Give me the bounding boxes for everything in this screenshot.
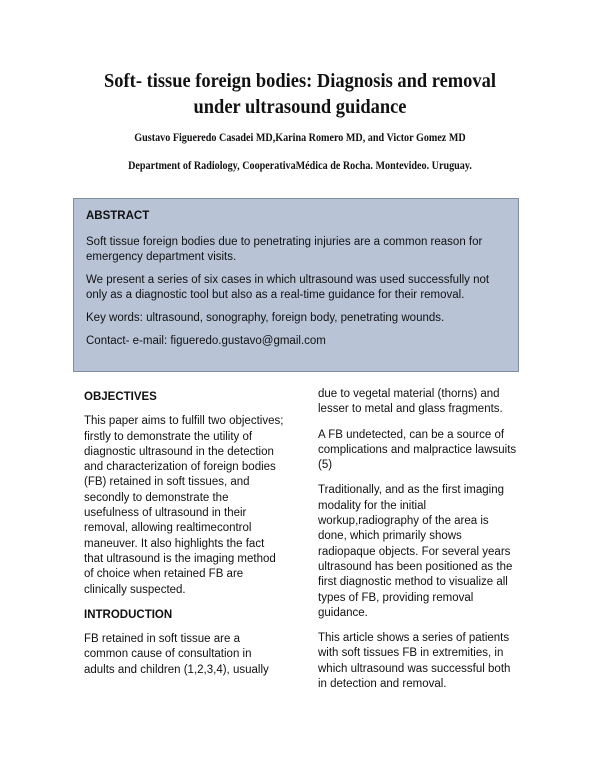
introduction-paragraph: FB retained in soft tissue are a common cause of consultation in adults and children (1,2,3,4), usually [84, 633, 269, 676]
introduction-heading: INTRODUCTION [84, 608, 173, 621]
body-paragraph: A FB undetected, can be a source of complications and malpractice lawsuits (5) [318, 428, 517, 472]
paper-title: Soft- tissue foreign bodies: Diagnosis and removal under ultrasound guidance [104, 70, 496, 118]
objectives-paragraph: This paper aims to fulfill two objectives; firstly to demonstrate the utility of diagnostic ultrasound in the detection and characterization of foreign bodies (FB) retained in soft tissues, and secondly to demonstrate the usefulness of ultrasound in their removal, allowing realtimecontrol maneuver. It also highlights the fact that ultrasound is the imaging method of choice when retained FB are clinically suspected. [84, 415, 284, 596]
abstract-paragraph: Soft tissue foreign bodies due to penetrating injuries are a common reason for emergency department visits. [86, 236, 483, 263]
right-column [318, 387, 518, 702]
author-list: Gustavo Figueredo Casadei MD,Karina Romero MD, and Victor Gomez MD [134, 132, 466, 144]
objectives-heading: OBJECTIVES [84, 391, 157, 403]
abstract-paragraph: We present a series of six cases in which ultrasound was used successfully not only as a diagnostic tool but also as a real-time guidance for their removal. [86, 274, 490, 301]
body-paragraph: Traditionally, and as the first imaging modality for the initial workup,radiography of the area is done, which primarily shows radiopaque objects. For several years ultrasound has been positioned as the first diagnostic method to visualize all types of FB, providing removal guidance. [318, 484, 513, 619]
keywords: Key words: ultrasound, sonography, foreign body, penetrating wounds. [86, 312, 445, 324]
abstract-heading: ABSTRACT [86, 210, 150, 222]
contact-email: Contact- e-mail: figueredo.gustavo@gmail.com [86, 335, 326, 347]
abstract-box [73, 198, 519, 372]
left-column [84, 390, 284, 688]
body-paragraph: due to vegetal material (thorns) and lesser to metal and glass fragments. [318, 388, 503, 416]
affiliation: Department of Radiology, CooperativaMédica de Rocha. Montevideo. Uruguay. [128, 160, 472, 172]
body-paragraph: This article shows a series of patients with soft tissues FB in extremities, in which ultrasound was successful both in detection and removal. [318, 632, 511, 691]
